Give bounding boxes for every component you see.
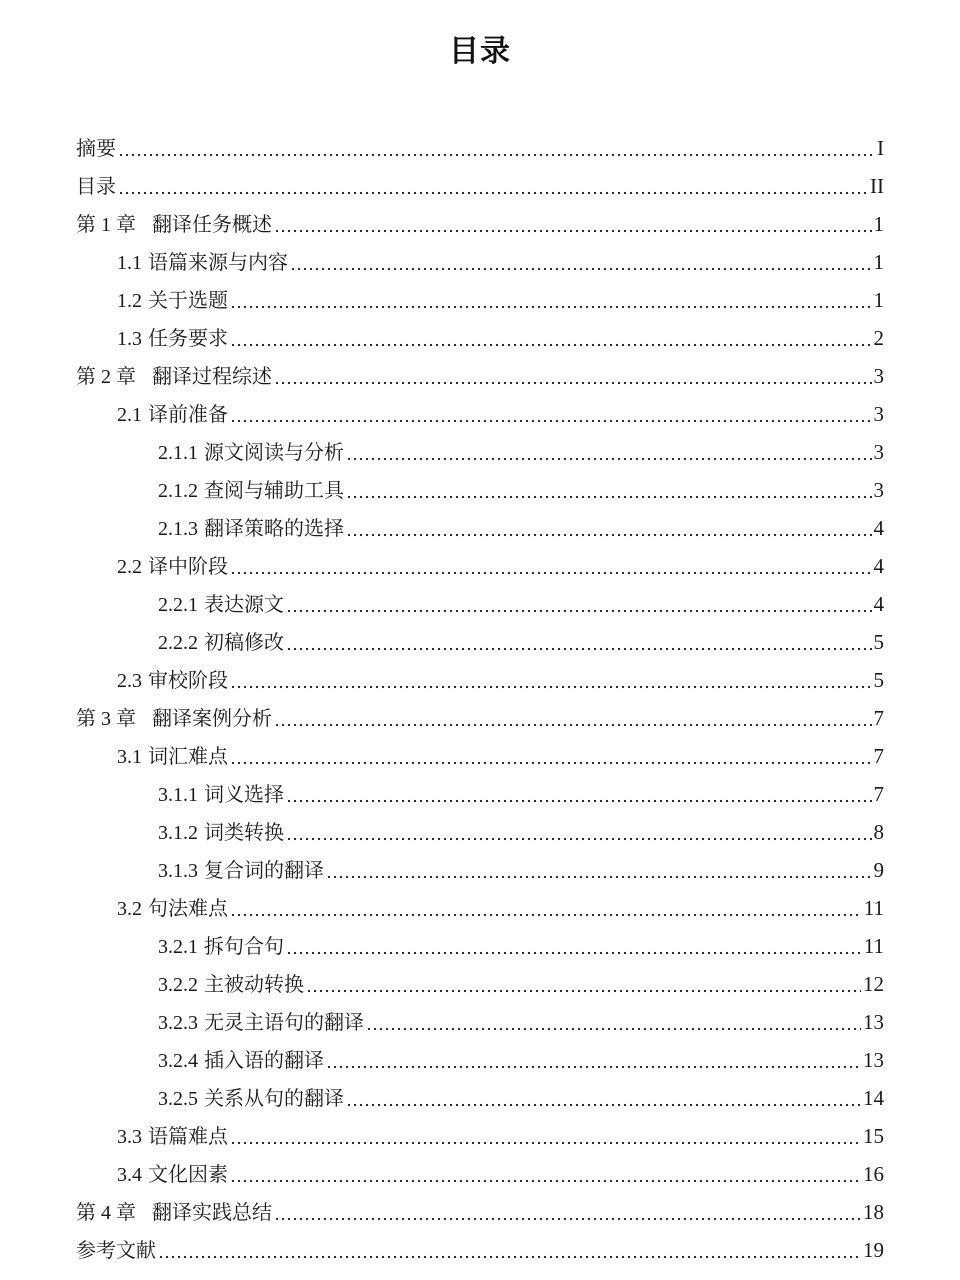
toc-entry[interactable] [0,243,960,281]
toc-entry-title: 查阅与辅助工具 [204,477,344,502]
toc-entry[interactable] [0,319,960,357]
dot-leader [158,1238,861,1262]
toc-entry[interactable] [0,167,960,205]
toc-entry-number: 3.2.5 [158,1087,198,1110]
toc-entry-page-number: 11 [863,896,884,920]
dot-leader [118,136,875,160]
dot-leader [346,478,872,502]
toc-entry-number: 第 4 章 [76,1201,136,1224]
toc-entry-page-number: 4 [873,592,884,616]
toc-entry-page-number: 2 [873,326,884,350]
toc-entry-page-number: 5 [873,668,884,692]
toc-entry-title: 无灵主语句的翻译 [204,1009,364,1034]
toc-entry[interactable] [0,1079,960,1117]
toc-entry-label [158,478,344,503]
toc-entry[interactable] [0,851,960,889]
toc-entry[interactable] [0,813,960,851]
dot-leader [118,174,868,198]
toc-entry-number: 1.1 [117,251,142,274]
toc-entry-label [76,136,116,160]
toc-entry-number: 1.2 [117,289,142,312]
dot-leader [230,554,872,578]
toc-entry[interactable] [0,699,960,737]
toc-entry-number: 3.1.1 [158,783,198,806]
dot-leader [346,440,872,464]
toc-entry-page-number: 1 [873,288,884,312]
toc-entry-page-number: 15 [863,1124,884,1148]
toc-entry-title: 语篇难点 [148,1123,228,1148]
dot-leader [274,706,872,730]
toc-entry-title: 复合词的翻译 [204,857,324,882]
dot-leader [230,288,872,312]
toc-entry-title: 拆句合句 [204,933,284,958]
dot-leader [274,1200,861,1224]
toc-entry-title: 译前准备 [148,401,228,426]
toc-entry-label [158,858,324,883]
toc-entry-page-number: 4 [873,554,884,578]
toc-entry[interactable] [0,1193,960,1231]
dot-leader [286,934,862,958]
dot-leader [274,212,872,236]
toc-entry-number: 第 1 章 [76,213,136,236]
page-title: 目录 [449,34,511,70]
toc-entry[interactable] [0,1155,960,1193]
toc-entry[interactable] [0,1231,960,1269]
dot-leader [290,250,872,274]
toc-entry-title: 主被动转换 [204,971,304,996]
toc-entry-title: 摘要 [76,136,116,160]
toc-entry[interactable] [0,965,960,1003]
toc-entry-page-number: 1 [873,250,884,274]
toc-entry-number: 3.1.3 [158,859,198,882]
toc-entry-page-number: 9 [873,858,884,882]
toc-entry-page-number: 13 [863,1048,884,1072]
toc-entry-page-number: 7 [873,706,884,730]
toc-entry-label [117,896,228,921]
dot-leader [274,364,872,388]
toc-entry-number: 2.2 [117,555,142,578]
toc-entry-number: 1.3 [117,327,142,350]
dot-leader [230,1162,861,1186]
toc-entry-number: 2.2.1 [158,593,198,616]
toc-entry-label [117,668,228,693]
toc-entry[interactable] [0,585,960,623]
toc-entry-page-number: 5 [873,630,884,654]
toc-entry-page-number: 3 [873,364,884,388]
toc-entry-title: 词类转换 [204,819,284,844]
dot-leader [366,1010,861,1034]
toc-entry-page-number: 3 [873,440,884,464]
dot-leader [286,782,872,806]
table-of-contents [0,129,960,1269]
toc-entry-page-number: 19 [863,1238,884,1262]
toc-entry[interactable] [0,737,960,775]
toc-entry-page-number: 18 [863,1200,884,1224]
toc-entry-page-number: 7 [873,744,884,768]
toc-entry[interactable] [0,471,960,509]
toc-entry-title: 翻译过程综述 [152,363,272,388]
toc-entry-label [76,364,272,389]
toc-entry-title: 译中阶段 [148,553,228,578]
toc-entry-label [76,706,272,731]
toc-entry-title: 插入语的翻译 [204,1047,324,1072]
toc-entry[interactable] [0,433,960,471]
toc-entry-label [117,288,228,313]
toc-entry[interactable] [0,205,960,243]
toc-entry[interactable] [0,775,960,813]
toc-entry-label [158,440,344,465]
toc-entry-number: 2.2.2 [158,631,198,654]
toc-entry-label [76,174,116,198]
toc-entry-page-number: 16 [863,1162,884,1186]
toc-entry-label [117,250,288,275]
toc-entry-label [158,592,284,617]
toc-entry-page-number: 8 [873,820,884,844]
toc-entry-page-number: 1 [873,212,884,236]
dot-leader [346,1086,861,1110]
toc-entry-title: 翻译任务概述 [152,211,272,236]
toc-entry-label [158,1048,324,1073]
toc-entry[interactable] [0,395,960,433]
toc-entry-page-number: 7 [873,782,884,806]
toc-entry-number: 3.2.4 [158,1049,198,1072]
toc-entry[interactable] [0,357,960,395]
toc-entry-page-number: 4 [873,516,884,540]
dot-leader [230,326,872,350]
toc-entry-title: 文化因素 [148,1161,228,1186]
toc-entry[interactable] [0,1003,960,1041]
toc-entry-label [158,516,344,541]
toc-entry-number: 3.2.3 [158,1011,198,1034]
toc-entry[interactable] [0,889,960,927]
toc-entry-label [117,402,228,427]
dot-leader [286,592,872,616]
toc-entry-title: 语篇来源与内容 [148,249,288,274]
toc-entry-title: 源文阅读与分析 [204,439,344,464]
toc-entry-number: 第 3 章 [76,707,136,730]
toc-entry-label [158,630,284,655]
toc-entry-label [158,782,284,807]
toc-entry[interactable] [0,623,960,661]
toc-entry-label [158,934,284,959]
dot-leader [230,1124,861,1148]
toc-entry-number: 2.1.3 [158,517,198,540]
toc-entry-label [117,1124,228,1149]
toc-entry[interactable] [0,281,960,319]
toc-entry-label [76,212,272,237]
toc-entry-title: 关系从句的翻译 [204,1085,344,1110]
toc-entry-number: 3.1 [117,745,142,768]
toc-entry-number: 3.3 [117,1125,142,1148]
dot-leader [230,402,872,426]
dot-leader [326,1048,861,1072]
toc-entry-number: 3.2.1 [158,935,198,958]
toc-entry-page-number: 12 [863,972,884,996]
toc-entry-title: 初稿修改 [204,629,284,654]
toc-entry-label [76,1238,156,1262]
toc-entry[interactable] [0,1117,960,1155]
dot-leader [306,972,861,996]
toc-entry-number: 3.2.2 [158,973,198,996]
toc-entry[interactable] [0,129,960,167]
toc-entry-label [158,1010,364,1035]
toc-entry-number: 3.4 [117,1163,142,1186]
toc-entry-page-number: 3 [873,478,884,502]
dot-leader [230,896,862,920]
toc-entry-title: 任务要求 [148,325,228,350]
toc-entry-page-number: I [877,136,884,160]
toc-entry-page-number: 13 [863,1010,884,1034]
dot-leader [326,858,872,882]
toc-entry-page-number: 11 [863,934,884,958]
toc-entry-title: 翻译案例分析 [152,705,272,730]
toc-entry-label [117,1162,228,1187]
dot-leader [286,630,872,654]
toc-entry[interactable] [0,509,960,547]
toc-entry-title: 表达源文 [204,591,284,616]
toc-entry-label [76,1200,272,1225]
toc-entry-title: 审校阶段 [148,667,228,692]
toc-entry[interactable] [0,1041,960,1079]
toc-entry-label [117,554,228,579]
toc-entry-page-number: 3 [873,402,884,426]
toc-entry-title: 词义选择 [204,781,284,806]
toc-entry-number: 2.1.2 [158,479,198,502]
dot-leader [286,820,872,844]
toc-entry-title: 词汇难点 [148,743,228,768]
toc-entry[interactable] [0,547,960,585]
toc-entry-title: 关于选题 [148,287,228,312]
toc-entry-page-number: 14 [863,1086,884,1110]
toc-entry-title: 句法难点 [148,895,228,920]
dot-leader [230,744,872,768]
toc-entry-label [158,1086,344,1111]
toc-entry-title: 翻译实践总结 [152,1199,272,1224]
toc-entry-label [117,744,228,769]
toc-entry-title: 参考文献 [76,1238,156,1262]
toc-entry-number: 2.3 [117,669,142,692]
toc-entry-label [117,326,228,351]
toc-entry-label [158,820,284,845]
toc-entry-number: 第 2 章 [76,365,136,388]
toc-entry-number: 3.1.2 [158,821,198,844]
toc-entry[interactable] [0,927,960,965]
toc-entry-number: 2.1 [117,403,142,426]
toc-entry-number: 2.1.1 [158,441,198,464]
dot-leader [230,668,872,692]
toc-entry-page-number: II [870,174,884,198]
dot-leader [346,516,872,540]
toc-entry-title: 目录 [76,174,116,198]
toc-entry-label [158,972,304,997]
toc-entry-number: 3.2 [117,897,142,920]
toc-entry[interactable] [0,661,960,699]
toc-entry-title: 翻译策略的选择 [204,515,344,540]
